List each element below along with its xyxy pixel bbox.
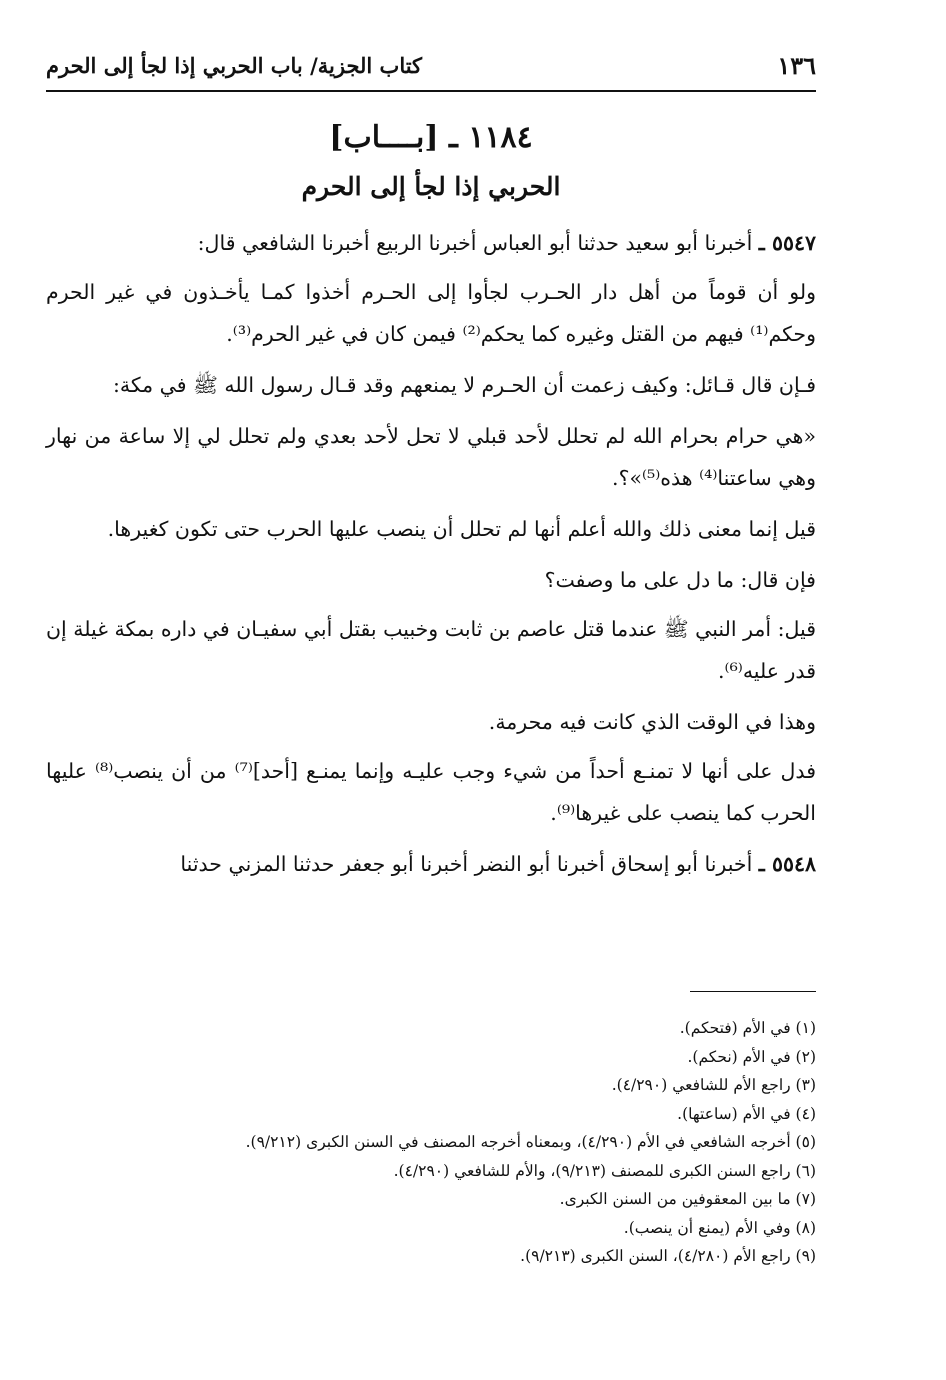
footnotes-list bbox=[96, 1014, 816, 1271]
footnote: (٦) راجع السنن الكبرى للمصنف (٩/٢١٣)، والأم للشافعي (٤/٢٩٠). bbox=[393, 1161, 816, 1180]
hadith-paragraph bbox=[46, 843, 816, 885]
hadith-number: ٥٥٤٨ ـ bbox=[758, 852, 816, 876]
header-rule bbox=[46, 90, 816, 92]
footnote: (٥) أخرجه الشافعي في الأم (٤/٢٩٠)، وبمعناه أخرجه المصنف في السنن الكبرى (٩/٢١٢). bbox=[245, 1133, 816, 1151]
hadith-paragraph bbox=[46, 222, 816, 264]
footnote: (٨) وفي الأم (يمنع أن ينصب). bbox=[623, 1218, 816, 1237]
paragraph: قيل: أمر النبي ﷺ عندما قتل عاصم بن ثابت وخبيب بقتل أبي سفيـان في داره بمكة غيلة إن قدر عليه⁽⁶⁾. bbox=[46, 617, 816, 683]
hadith-number: ٥٥٤٧ ـ bbox=[758, 231, 816, 255]
main-text bbox=[46, 222, 816, 892]
page-number: ١٣٦ bbox=[777, 50, 816, 80]
paragraph: فإن قال: ما دل على ما وصفت؟ bbox=[544, 568, 816, 592]
page-header bbox=[46, 42, 816, 88]
paragraph: ولو أن قوماً من أهل دار الحـرب لجأوا إلى الحـرم أخذوا كمـا يأخـذون في غير الحرم وحكم⁽¹⁾ فيهم من القتل وغيره كما يحكم⁽²⁾ فيمن كان في غير الحرم⁽³⁾. bbox=[46, 280, 816, 346]
paragraph: «هي حرام بحرام الله لم تحلل لأحد قبلي لا تحل لأحد بعدي ولم تحلل لي إلا ساعة من نهار وهي ساعتنا⁽⁴⁾ هذه⁽⁵⁾»؟. bbox=[46, 424, 816, 490]
footnote: (٩) راجع الأم (٤/٢٨٠)، السنن الكبرى (٩/٢١٣). bbox=[520, 1247, 816, 1265]
paragraph: فدل على أنها لا تمنـع أحداً من شيء وجب عليـه وإنما يمنـع [أحد]⁽⁷⁾ من أن ينصب⁽⁸⁾ عليها الحرب كما ينصب على غيرها⁽⁹⁾. bbox=[46, 759, 816, 825]
paragraph-text: أخبرنا أبو إسحاق أخبرنا أبو النضر أخبرنا أبو جعفر حدثنا المزني حدثنا bbox=[180, 852, 753, 876]
footnote-rule bbox=[690, 991, 816, 992]
chapter-subtitle: الحربي إذا لجأ إلى الحرم bbox=[301, 172, 561, 201]
running-head: كتاب الجزية/ باب الحربي إذا لجأ إلى الحرم bbox=[46, 52, 423, 78]
footnote: (٤) في الأم (ساعتها). bbox=[677, 1104, 816, 1123]
paragraph: فـإن قال قـائل: وكيف زعمت أن الحـرم لا يمنعهم وقد قـال رسول الله ﷺ في مكة: bbox=[112, 373, 816, 397]
paragraph: وهذا في الوقت الذي كانت فيه محرمة. bbox=[488, 710, 816, 734]
chapter-title: ١١٨٤ ـ [بــــاب] bbox=[329, 120, 533, 155]
paragraph-text: أخبرنا أبو سعيد حدثنا أبو العباس أخبرنا الربيع أخبرنا الشافعي قال: bbox=[197, 231, 753, 255]
paragraph: قيل إنما معنى ذلك والله أعلم أنها لم تحلل أن ينصب عليها الحرب حتى تكون كغيرها. bbox=[107, 517, 816, 541]
footnote: (٧) ما بين المعقوفين من السنن الكبرى. bbox=[559, 1190, 816, 1208]
footnote: (٢) في الأم (نحكم). bbox=[687, 1047, 816, 1066]
footnote: (١) في الأم (فتحكم). bbox=[679, 1019, 816, 1037]
footnote: (٣) راجع الأم للشافعي (٤/٢٩٠). bbox=[611, 1076, 816, 1094]
